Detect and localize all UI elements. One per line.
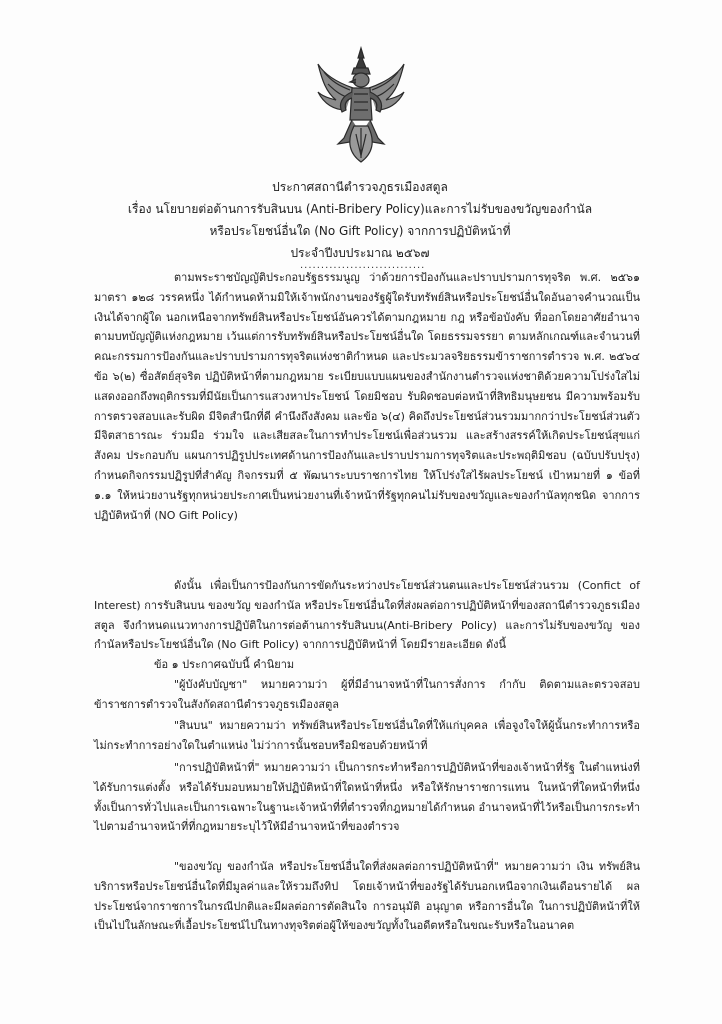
header-title-line4: ประจำปีงบประมาณ ๒๕๖๗: [290, 246, 430, 260]
clause-1-heading: ข้อ ๑ ประกาศฉบับนี้ คำนิยาม: [154, 658, 295, 671]
definition-supervisor: "ผู้บังคับบัญชา" หมายความว่า ผู้ที่มีอำนาจหน้าที่ในการสั่งการ กำกับ ติดตามและตรวจสอบข้าราชการตำรวจในสังกัดสถานีตำรวจภูธรเมืองสตูล: [94, 678, 640, 711]
paragraph-purpose: ดังนั้น เพื่อเป็นการป้องกันการขัดกันระหว่างประโยชน์ส่วนตนและประโยชน์ส่วนรวม (Confict of Interest) การรับสินบน ของขวัญ ของกำนัล หรือประโยชน์อื่นใดที่ส่งผลต่อการปฏิบัติหน้าที่ของสถานีตำรวจภูธรเมืองสตูล จึงกำหนดแนวทางการปฏิบัติในการต่อต้านการรับสินบน(Anti-Bribery Policy) และการไม่รับของขวัญ ของกำนัลหรือประโยชน์อื่นใด (No Gift Policy) จากการปฏิบัติหน้าที่ โดยมีรายละเอียด ดังนี้: [94, 579, 640, 652]
definition-bribe: "สินบน" หมายความว่า ทรัพย์สินหรือประโยชน์อื่นใดที่ให้แก่บุคคล เพื่อจูงใจให้ผู้นั้นกระทำการหรือไม่กระทำการอย่างใดในตำแหน่ง ไม่ว่าการนั้นชอบหรือมิชอบด้วยหน้าที่: [94, 719, 640, 752]
definition-duty-performance: "การปฏิบัติหน้าที่" หมายความว่า เป็นการกระทำหรือการปฏิบัติหน้าที่ของเจ้าหน้าที่รัฐ ในตำแหน่งที่ได้รับการแต่งตั้ง หรือได้รับมอบหมายให้ปฏิบัติหน้าที่ใดหน้าที่หนึ่ง หรือให้รักษาราชการแทน ในหน้าที่ใดหน้าที่หนึ่ง ทั้งเป็นการทั่วไปและเป็นการเฉพาะในฐานะเจ้าหน้าที่ที่ตำรวจที่กฎหมายได้กำหนด อำนาจหน้าที่ไว้หรือเป็นการกระทำไปตามอำนาจหน้าที่ที่กฎหมายระบุไว้ให้มีอำนาจหน้าที่ของตำรวจ: [94, 761, 641, 834]
document-header: [127, 176, 593, 264]
header-title-line1: ประกาศสถานีตำรวจภูธรเมืองสตูล: [272, 180, 448, 194]
header-title-line2: เรื่อง นโยบายต่อต้านการรับสินบน (Anti-Bribery Policy)และการไม่รับของขวัญของกำนัล: [127, 202, 593, 216]
header-title-line3: หรือประโยชน์อื่นใด (No Gift Policy) จากการปฏิบัติหน้าที่: [209, 224, 511, 238]
paragraph-legal-basis: ตามพระราชบัญญัติประกอบรัฐธรรมนูญ ว่าด้วยการป้องกันและปราบปรามการทุจริต พ.ศ. ๒๕๖๑ มาตรา ๑๒๘ วรรคหนึ่ง ได้กำหนดห้ามมิให้เจ้าพนักงานของรัฐผู้ใดรับทรัพย์สินหรือประโยชน์อื่นใดอันอาจคำนวณเป็นเงินได้จากผู้ใด นอกเหนือจากทรัพย์สินหรือประโยชน์อันควรได้ตามกฎหมาย กฎ หรือข้อบังคับ ที่ออกโดยอาศัยอำนาจตามบทบัญญัติแห่งกฎหมาย เว้นแต่การรับทรัพย์สินหรือประโยชน์อื่นใด โดยธรรมจรรยา ตามหลักเกณฑ์และจำนวนที่คณะกรรมการป้องกันและปราบปรามการทุจริตแห่งชาติกำหนด และประมวลจริยธรรมข้าราชการตำรวจ พ.ศ. ๒๕๖๔ ข้อ ๖(๒) ซื่อสัตย์สุจริต ปฏิบัติหน้าที่ตามกฎหมาย ระเบียบแบบแผนของสำนักงานตำรวจแห่งชาติด้วยความโปร่งใสไม่แสดงออกถึงพฤติกรรมที่มีนัยเป็นการแสวงหาประโยชน์ โดยมิชอบ รับผิดชอบต่อหน้าที่สิทธิมนุษยชน มีความพร้อมรับการตรวจสอบและรับผิด มีจิตสำนึกที่ดี คำนึงถึงสังคม และข้อ ๖(๔) คิดถึงประโยชน์ส่วนรวมมากกว่าประโยชน์ส่วนตัว มีจิตสาธารณะ ร่วมมือ ร่วมใจ และเสียสละในการทำประโยชน์เพื่อส่วนรวม และสร้างสรรค์ให้เกิดประโยชน์สุขแก่สังคม ประกอบกับ แผนการปฏิรูปประเทศด้านการป้องกันและปราบปรามการทุจริตและประพฤติมิชอบ (ฉบับปรับปรุง) กำหนดกิจกรรมปฏิรูปที่สำคัญ กิจกรรมที่ ๕ พัฒนาระบบราชการไทย ให้โปร่งใสไร้ผลประโยชน์ เป้าหมายที่ ๑ ข้อที่ ๑.๑ ให้หน่วยงานรัฐทุกหน่วยประกาศเป็นหน่วยงานที่เจ้าหน้าที่รัฐทุกคนไม่รับของขวัญและของกำนัลทุกชนิด จากการปฏิบัติหน้าที่ (NO Gift Policy): [94, 271, 640, 522]
definition-gifts: "ของขวัญ ของกำนัล หรือประโยชน์อื่นใดที่ส่งผลต่อการปฏิบัติหน้าที่" หมายความว่า เงิน ทรัพย์สิน บริการหรือประโยชน์อื่นใดที่มีมูลค่าและให้รวมถึงทิป โดยเจ้าหน้าที่ของรัฐได้รับนอกเหนือจากเงินเดือนรายได้ ผลประโยชน์จากราชการในกรณีปกติและมีผลต่อการตัดสินใจ การอนุมัติ อนุญาต หรือการอื่นใด ในการปฏิบัติหน้าที่ให้เป็นไปในลักษณะที่เอื้อประโยชน์ไปในทางทุจริตต่อผู้ให้ของขวัญทั้งในอดีตหรือในขณะรับหรือในอนาคต: [94, 860, 640, 933]
garuda-emblem-icon: [316, 46, 406, 164]
header-separator: ..............................: [300, 260, 426, 271]
